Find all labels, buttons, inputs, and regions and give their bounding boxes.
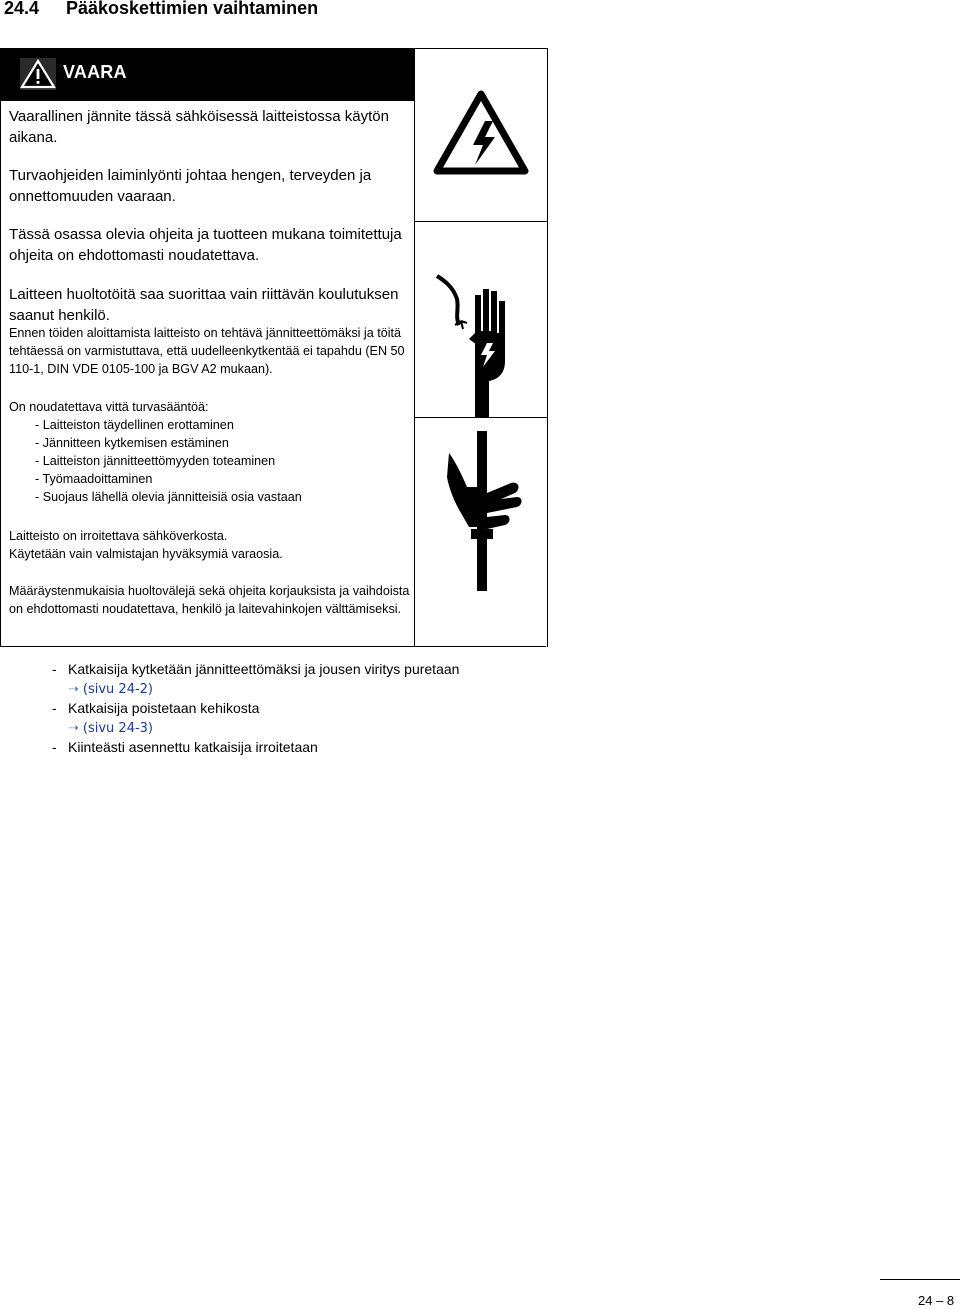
arrow-right-icon: ➝ bbox=[68, 720, 79, 736]
page-reference-link[interactable]: ➝ (sivu 24-3) bbox=[68, 720, 154, 736]
footer-rule bbox=[880, 1279, 960, 1280]
icon-cell-shock bbox=[415, 221, 547, 418]
list-item: - Katkaisija kytketään jännitteettömäksi ja jousen viritys puretaan bbox=[52, 661, 460, 677]
section-number: 24.4 bbox=[4, 0, 40, 18]
warning-paragraph-deenergize: Ennen töiden aloittamista laitteisto on tehtävä jännitteettömäksi ja töitä tehtäessä on varmistuttava, että uudelleenkytkentää ei tapahdu (EN 50 110-1, DIN VDE 0105-100 ja BGV A2 mukaan). bbox=[9, 326, 405, 376]
safety-rule: - Laitteiston jännitteettömyyden toteaminen bbox=[35, 454, 276, 468]
high-voltage-warning-icon bbox=[415, 49, 547, 221]
warning-icon-column bbox=[414, 48, 548, 647]
page-reference-link[interactable]: ➝ (sivu 24-2) bbox=[68, 681, 154, 697]
section-title: Pääkoskettimien vaihtaminen bbox=[66, 0, 319, 18]
warning-paragraph-instructions: Tässä osassa olevia ohjeita ja tuotteen mukana toimitettuja ohjeita on ehdottomasti noudatettava. bbox=[9, 226, 402, 264]
danger-warning-box bbox=[0, 48, 546, 646]
warning-triangle-icon bbox=[20, 58, 56, 90]
warning-paragraph-voltage: Vaarallinen jännite tässä sähköisessä laitteistossa käytön aikana. bbox=[9, 108, 389, 146]
icon-cell-voltage bbox=[415, 49, 547, 222]
safety-rule: - Jännitteen kytkemisen estäminen bbox=[35, 436, 229, 450]
safety-rules-intro: On noudatettava vittä turvasääntöä: bbox=[9, 400, 209, 414]
hand-electric-shock-icon bbox=[415, 221, 547, 417]
safety-rule: - Suojaus lähellä olevia jännitteisiä osia vastaan bbox=[35, 490, 302, 504]
maintenance-note: Määräystenmukaisia huoltovälejä sekä ohjeita korjauksista ja vaihdoista on ehdottomasti noudatettava, henkilö ja laitevahinkojen välttämiseksi. bbox=[9, 584, 410, 616]
warning-box-bottom-rule bbox=[0, 646, 546, 647]
disconnect-note: Laitteisto on irroitettava sähköverkosta. Käytetään vain valmistajan hyväksymiä varaosia. bbox=[9, 529, 283, 561]
warning-paragraph-personnel: Laitteen huoltotöitä saa suorittaa vain riittävän koulutuksen saanut henkilö. bbox=[9, 286, 399, 324]
procedure-list bbox=[52, 660, 652, 758]
page-number: 24 – 8 bbox=[918, 1293, 955, 1308]
warning-text-column bbox=[0, 48, 415, 646]
list-item: - Kiinteästi asennettu katkaisija irroitetaan bbox=[52, 739, 318, 755]
safety-rules-list bbox=[35, 416, 415, 506]
arrow-right-icon: ➝ bbox=[68, 681, 79, 697]
warning-title: VAARA bbox=[63, 62, 127, 82]
safety-rule: - Työmaadoittaminen bbox=[35, 472, 153, 486]
icon-cell-crush bbox=[415, 417, 547, 647]
warning-paragraph-safety: Turvaohjeiden laiminlyönti johtaa hengen, terveyden ja onnettomuuden vaaraan. bbox=[9, 167, 372, 205]
safety-rule: - Laitteiston täydellinen erottaminen bbox=[35, 418, 234, 432]
hand-crush-hazard-icon bbox=[415, 417, 547, 647]
warning-header bbox=[1, 48, 415, 101]
list-item: - Katkaisija poistetaan kehikosta bbox=[52, 700, 260, 716]
section-heading bbox=[4, 0, 318, 20]
